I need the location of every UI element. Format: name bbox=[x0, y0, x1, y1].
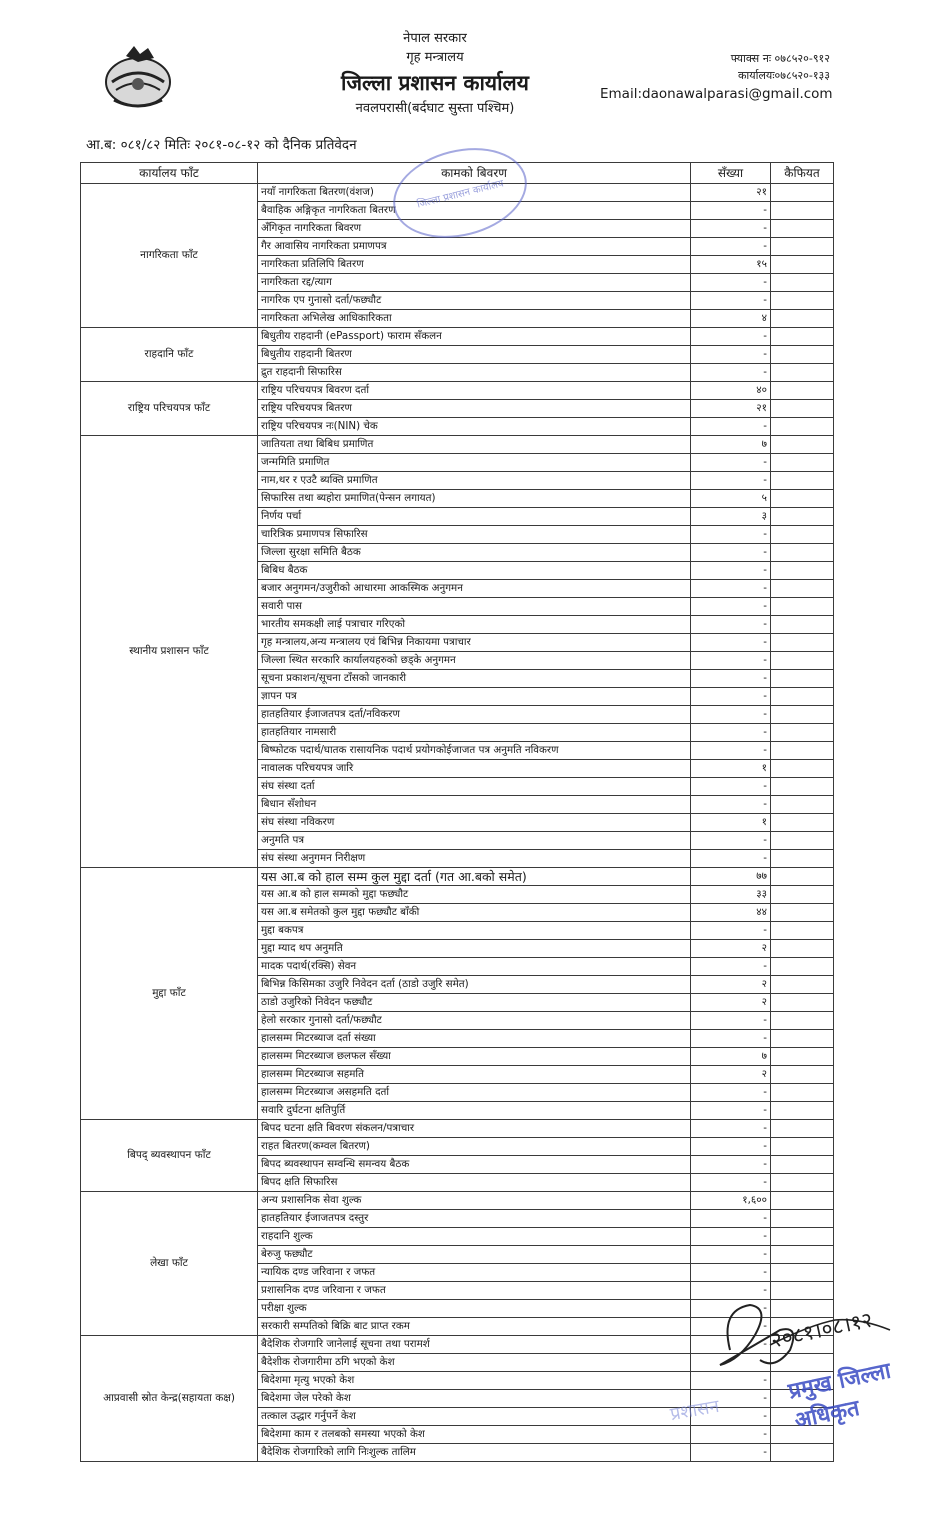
remarks-cell bbox=[771, 1156, 834, 1174]
remarks-cell bbox=[771, 976, 834, 994]
email-address: Email:daonawalparasi@gmail.com bbox=[600, 86, 833, 102]
work-count: - bbox=[691, 1372, 771, 1390]
work-count: - bbox=[691, 1012, 771, 1030]
work-count: - bbox=[691, 1102, 771, 1120]
work-count: - bbox=[691, 580, 771, 598]
work-count: - bbox=[691, 1084, 771, 1102]
remarks-cell bbox=[771, 220, 834, 238]
work-description: संघ संस्था नविकरण bbox=[258, 814, 691, 832]
work-description: नागरिक एप गुनासो दर्ता/फछ्यौट bbox=[258, 292, 691, 310]
table-row bbox=[81, 1120, 834, 1138]
work-count: १ bbox=[691, 760, 771, 778]
work-description: हालसम्म मिटरब्याज दर्ता संख्या bbox=[258, 1030, 691, 1048]
work-count: ३ bbox=[691, 508, 771, 526]
work-count: - bbox=[691, 1228, 771, 1246]
work-count: - bbox=[691, 796, 771, 814]
work-description: बिधुतीय राहदानी (ePassport) फाराम सँकलन bbox=[258, 328, 691, 346]
work-description: बिदेशमा मृत्यु भएको केश bbox=[258, 1372, 691, 1390]
work-description: मादक पदार्थ(रक्सि) सेवन bbox=[258, 958, 691, 976]
daily-report-table bbox=[80, 162, 834, 1462]
work-count: १,६०० bbox=[691, 1192, 771, 1210]
work-count: २१ bbox=[691, 400, 771, 418]
work-count: - bbox=[691, 220, 771, 238]
remarks-cell bbox=[771, 202, 834, 220]
work-count: - bbox=[691, 418, 771, 436]
work-description: बैवाहिक अङ्गिकृत नागरिकता बितरण bbox=[258, 202, 691, 220]
remarks-cell bbox=[771, 652, 834, 670]
work-count: - bbox=[691, 742, 771, 760]
work-description: जातियता तथा बिबिध प्रमाणित bbox=[258, 436, 691, 454]
work-count: - bbox=[691, 274, 771, 292]
work-count: - bbox=[691, 616, 771, 634]
work-description: ज्ञापन पत्र bbox=[258, 688, 691, 706]
work-description: बेरुजु फछ्यौट bbox=[258, 1246, 691, 1264]
table-row bbox=[81, 1192, 834, 1210]
work-description: बिभिन्न किसिमका उजुरि निवेदन दर्ता (ठाडो उजुरि समेत) bbox=[258, 976, 691, 994]
work-description: मुद्दा बकपत्र bbox=[258, 922, 691, 940]
remarks-cell bbox=[771, 940, 834, 958]
work-description: बिदेशमा जेल परेको केश bbox=[258, 1390, 691, 1408]
work-description: अनुमति पत्र bbox=[258, 832, 691, 850]
remarks-cell bbox=[771, 580, 834, 598]
work-description: नागरिकता अभिलेख आधिकारिकता bbox=[258, 310, 691, 328]
work-count: - bbox=[691, 1138, 771, 1156]
work-description: नावालक परिचयपत्र जारि bbox=[258, 760, 691, 778]
remarks-cell bbox=[771, 292, 834, 310]
section-name: राष्ट्रिय परिचयपत्र फाँट bbox=[81, 382, 258, 436]
work-description: सवारि दुर्घटना क्षतिपुर्ति bbox=[258, 1102, 691, 1120]
work-description: सरकारी सम्पतिको बिक्रि बाट प्राप्त रकम bbox=[258, 1318, 691, 1336]
remarks-cell bbox=[771, 850, 834, 868]
work-description: चारित्रिक प्रमाणपत्र सिफारिस bbox=[258, 526, 691, 544]
work-description: भारतीय समकक्षी लाई पत्राचार गरिएको bbox=[258, 616, 691, 634]
work-count: - bbox=[691, 1444, 771, 1462]
work-count: - bbox=[691, 346, 771, 364]
work-count: - bbox=[691, 1408, 771, 1426]
remarks-cell bbox=[771, 742, 834, 760]
remarks-cell bbox=[771, 706, 834, 724]
remarks-cell bbox=[771, 598, 834, 616]
work-description: हातहतियार ईजाजतपत्र दर्ता/नविकरण bbox=[258, 706, 691, 724]
work-description: यस आ.ब समेतको कुल मुद्दा फछ्यौट बाँकी bbox=[258, 904, 691, 922]
work-description: सिफारिस तथा ब्यहोरा प्रमाणित(पेन्सन लगायत) bbox=[258, 490, 691, 508]
work-count: - bbox=[691, 1426, 771, 1444]
remarks-cell bbox=[771, 400, 834, 418]
work-description: बिपद क्षति सिफारिस bbox=[258, 1174, 691, 1192]
work-count: - bbox=[691, 598, 771, 616]
work-count: - bbox=[691, 1210, 771, 1228]
work-count: - bbox=[691, 454, 771, 472]
remarks-cell bbox=[771, 760, 834, 778]
work-description: बैदेशिक रोजगारि जानेलाई सूचना तथा परामर्श bbox=[258, 1336, 691, 1354]
remarks-cell bbox=[771, 418, 834, 436]
section-name: स्थानीय प्रशासन फाँट bbox=[81, 436, 258, 868]
work-count: - bbox=[691, 1156, 771, 1174]
work-description: जन्ममिति प्रमाणित bbox=[258, 454, 691, 472]
ministry-name: गृह मन्त्रालय bbox=[406, 50, 464, 65]
remarks-cell bbox=[771, 1066, 834, 1084]
remarks-cell bbox=[771, 508, 834, 526]
work-description: बिदेशमा काम र तलबको समस्या भएको केश bbox=[258, 1426, 691, 1444]
remarks-cell bbox=[771, 1048, 834, 1066]
work-description: बिधुतीय राहदानी बितरण bbox=[258, 346, 691, 364]
work-description: अन्य प्रशासनिक सेवा शुल्क bbox=[258, 1192, 691, 1210]
column-header-remarks: कैफियत bbox=[771, 163, 834, 184]
office-phone: कार्यालयः०७८५२०-१३३ bbox=[737, 69, 830, 82]
work-description: प्रशासनिक दण्ड जरिवाना र जफत bbox=[258, 1282, 691, 1300]
work-count: - bbox=[691, 1174, 771, 1192]
work-count: २ bbox=[691, 1066, 771, 1084]
remarks-cell bbox=[771, 364, 834, 382]
remarks-cell bbox=[771, 1102, 834, 1120]
work-count: ४ bbox=[691, 310, 771, 328]
work-count: - bbox=[691, 202, 771, 220]
work-description: राष्ट्रिय परिचयपत्र बितरण bbox=[258, 400, 691, 418]
contact-info bbox=[600, 50, 833, 104]
remarks-cell bbox=[771, 346, 834, 364]
work-count: ३३ bbox=[691, 886, 771, 904]
remarks-cell bbox=[771, 634, 834, 652]
remarks-cell bbox=[771, 238, 834, 256]
work-count: - bbox=[691, 526, 771, 544]
remarks-cell bbox=[771, 958, 834, 976]
work-description: द्रुत राहदानी सिफारिस bbox=[258, 364, 691, 382]
remarks-cell bbox=[771, 922, 834, 940]
remarks-cell bbox=[771, 544, 834, 562]
work-description: बैदेशिक रोजगारिको लागि निःशुल्क तालिम bbox=[258, 1444, 691, 1462]
work-count: - bbox=[691, 1336, 771, 1354]
work-count: ४० bbox=[691, 382, 771, 400]
table-body bbox=[81, 184, 834, 1462]
work-description: सवारी पास bbox=[258, 598, 691, 616]
remarks-cell bbox=[771, 796, 834, 814]
remarks-cell bbox=[771, 994, 834, 1012]
work-count: - bbox=[691, 1246, 771, 1264]
work-count: २ bbox=[691, 976, 771, 994]
signatory-stamp-text: प्रशासन bbox=[668, 1395, 721, 1426]
remarks-cell bbox=[771, 886, 834, 904]
work-description: हातहतियार नामसारी bbox=[258, 724, 691, 742]
work-count: ५ bbox=[691, 490, 771, 508]
remarks-cell bbox=[771, 526, 834, 544]
remarks-cell bbox=[771, 310, 834, 328]
remarks-cell bbox=[771, 1138, 834, 1156]
work-count: २ bbox=[691, 940, 771, 958]
office-header bbox=[300, 30, 570, 120]
work-count: २ bbox=[691, 994, 771, 1012]
remarks-cell bbox=[771, 1264, 834, 1282]
table-row bbox=[81, 436, 834, 454]
work-description: जिल्ला स्थित सरकारि कार्यालयहरुको छड्के अनुगमन bbox=[258, 652, 691, 670]
remarks-cell bbox=[771, 274, 834, 292]
work-count: ४४ bbox=[691, 904, 771, 922]
work-description: बिबिध बैठक bbox=[258, 562, 691, 580]
work-count: ७७ bbox=[691, 868, 771, 886]
work-description: हातहतियार ईजाजतपत्र दस्तुर bbox=[258, 1210, 691, 1228]
work-count: २१ bbox=[691, 184, 771, 202]
work-count: - bbox=[691, 1282, 771, 1300]
work-description: राष्ट्रिय परिचयपत्र बिवरण दर्ता bbox=[258, 382, 691, 400]
work-count: ७ bbox=[691, 436, 771, 454]
remarks-cell bbox=[771, 1012, 834, 1030]
work-description: राहदानि शुल्क bbox=[258, 1228, 691, 1246]
work-count: - bbox=[691, 634, 771, 652]
remarks-cell bbox=[771, 616, 834, 634]
work-description: नाम,थर र एउटै ब्यक्ति प्रमाणित bbox=[258, 472, 691, 490]
remarks-cell bbox=[771, 1174, 834, 1192]
work-description: बिपद ब्यवस्थापन सम्वन्धि समन्वय बैठक bbox=[258, 1156, 691, 1174]
remarks-cell bbox=[771, 1084, 834, 1102]
work-count: - bbox=[691, 472, 771, 490]
work-description: राहत बितरण(कम्वल बितरण) bbox=[258, 1138, 691, 1156]
work-description: संघ संस्था अनुगमन निरीक्षण bbox=[258, 850, 691, 868]
remarks-cell bbox=[771, 1228, 834, 1246]
work-description: संघ संस्था दर्ता bbox=[258, 778, 691, 796]
remarks-cell bbox=[771, 472, 834, 490]
signatory-title: प्रमुख जिल्ला अधिकृत bbox=[786, 1358, 894, 1434]
work-description: यस आ.ब को हाल सम्म कुल मुद्दा दर्ता (गत आ.बको समेत) bbox=[258, 868, 691, 886]
work-description: गृह मन्त्रालय,अन्य मन्त्रालय एवं बिभिन्न निकायमा पत्राचार bbox=[258, 634, 691, 652]
section-name: राहदानि फाँट bbox=[81, 328, 258, 382]
table-row bbox=[81, 868, 834, 886]
work-description: यस आ.ब को हाल सम्मको मुद्दा फछ्यौट bbox=[258, 886, 691, 904]
remarks-cell bbox=[771, 868, 834, 886]
table-row bbox=[81, 382, 834, 400]
office-name: जिल्ला प्रशासन कार्यालय bbox=[341, 71, 529, 95]
work-description: सूचना प्रकाशन/सूचना टाँसको जानकारी bbox=[258, 670, 691, 688]
work-description: मुद्दा म्याद थप अनुमति bbox=[258, 940, 691, 958]
section-name: लेखा फाँट bbox=[81, 1192, 258, 1336]
work-description: बिष्फोटक पदार्थ/घातक रासायनिक पदार्थ प्रयोगकोईजाजत पत्र अनुमति नविकरण bbox=[258, 742, 691, 760]
remarks-cell bbox=[771, 670, 834, 688]
government-name: नेपाल सरकार bbox=[403, 31, 467, 46]
remarks-cell bbox=[771, 1030, 834, 1048]
remarks-cell bbox=[771, 724, 834, 742]
remarks-cell bbox=[771, 382, 834, 400]
work-description: जिल्ला सुरक्षा समिति बैठक bbox=[258, 544, 691, 562]
work-count: - bbox=[691, 1390, 771, 1408]
column-header-section: कार्यालय फाँट bbox=[81, 163, 258, 184]
work-count: - bbox=[691, 238, 771, 256]
work-count: - bbox=[691, 292, 771, 310]
work-count: - bbox=[691, 958, 771, 976]
work-description: गैर आवासिय नागरिकता प्रमाणपत्र bbox=[258, 238, 691, 256]
work-description: तत्काल उद्धार गर्नुपर्ने केश bbox=[258, 1408, 691, 1426]
section-name: नागरिकता फाँट bbox=[81, 184, 258, 328]
work-count: - bbox=[691, 724, 771, 742]
work-description: हालसम्म मिटरब्याज छलफल सँख्या bbox=[258, 1048, 691, 1066]
work-description: नागरिकता रद्द/त्याग bbox=[258, 274, 691, 292]
remarks-cell bbox=[771, 688, 834, 706]
remarks-cell bbox=[771, 1210, 834, 1228]
work-description: अँगिकृत नागरिकता बिवरण bbox=[258, 220, 691, 238]
work-count: - bbox=[691, 1318, 771, 1336]
report-title: आ.ब: ०८१/८२ मितिः २०८१-०८-१२ को दैनिक प्रतिवेदन bbox=[86, 137, 357, 153]
work-count: - bbox=[691, 328, 771, 346]
work-count: - bbox=[691, 364, 771, 382]
section-name: बिपद् ब्यवस्थापन फाँट bbox=[81, 1120, 258, 1192]
nepal-government-emblem bbox=[100, 42, 176, 110]
work-count: - bbox=[691, 850, 771, 868]
work-description: न्यायिक दण्ड जरिवाना र जफत bbox=[258, 1264, 691, 1282]
work-count: - bbox=[691, 706, 771, 724]
work-description: हालसम्म मिटरब्याज सहमति bbox=[258, 1066, 691, 1084]
remarks-cell bbox=[771, 904, 834, 922]
work-count: - bbox=[691, 1030, 771, 1048]
remarks-cell bbox=[771, 1120, 834, 1138]
work-count: १५ bbox=[691, 256, 771, 274]
work-count: - bbox=[691, 778, 771, 796]
signature-date: २०८१।०८।१२ bbox=[768, 1307, 875, 1353]
work-description: हालसम्म मिटरब्याज असहमति दर्ता bbox=[258, 1084, 691, 1102]
seal-text: जिल्ला प्रशासन कार्यालय bbox=[415, 178, 505, 211]
work-description: नयाँ नागरिकता बितरण(वंशज) bbox=[258, 184, 691, 202]
work-description: हेलो सरकार गुनासो दर्ता/फछ्यौट bbox=[258, 1012, 691, 1030]
work-description: बिपद घटना क्षति बिवरण संकलन/पत्राचार bbox=[258, 1120, 691, 1138]
work-count: - bbox=[691, 670, 771, 688]
work-description: नागरिकता प्रतिलिपि बितरण bbox=[258, 256, 691, 274]
work-count: - bbox=[691, 1264, 771, 1282]
column-header-description: कामको बिवरण bbox=[258, 163, 691, 184]
remarks-cell bbox=[771, 814, 834, 832]
work-count: - bbox=[691, 1354, 771, 1372]
section-name: मुद्दा फाँट bbox=[81, 868, 258, 1120]
remarks-cell bbox=[771, 562, 834, 580]
work-description: बजार अनुगमन/उजुरीको आधारमा आकस्मिक अनुगमन bbox=[258, 580, 691, 598]
remarks-cell bbox=[771, 1246, 834, 1264]
work-count: - bbox=[691, 1120, 771, 1138]
work-count: ७ bbox=[691, 1048, 771, 1066]
fax-number: फ्याक्स नः ०७८५२०-९१२ bbox=[730, 52, 830, 65]
office-location: नवलपरासी(बर्दघाट सुस्ता पश्चिम) bbox=[355, 101, 515, 116]
remarks-cell bbox=[771, 1192, 834, 1210]
work-description: परीक्षा शुल्क bbox=[258, 1300, 691, 1318]
work-description: निर्णय पर्चा bbox=[258, 508, 691, 526]
work-count: १ bbox=[691, 814, 771, 832]
work-description: बैदेशीक रोजगारीमा ठगि भएको केश bbox=[258, 1354, 691, 1372]
work-description: ठाडो उजुरिको निवेदन फछ्यौट bbox=[258, 994, 691, 1012]
remarks-cell bbox=[771, 1444, 834, 1462]
remarks-cell bbox=[771, 328, 834, 346]
work-count: - bbox=[691, 562, 771, 580]
remarks-cell bbox=[771, 436, 834, 454]
remarks-cell bbox=[771, 184, 834, 202]
work-description: राष्ट्रिय परिचयपत्र नः(NIN) चेक bbox=[258, 418, 691, 436]
remarks-cell bbox=[771, 256, 834, 274]
work-count: - bbox=[691, 544, 771, 562]
column-header-count: सँख्या bbox=[691, 163, 771, 184]
section-name: आप्रवासी स्रोत केन्द्र(सहायता कक्ष) bbox=[81, 1336, 258, 1462]
work-description: बिधान सँशोधन bbox=[258, 796, 691, 814]
work-count: - bbox=[691, 688, 771, 706]
remarks-cell bbox=[771, 490, 834, 508]
remarks-cell bbox=[771, 778, 834, 796]
work-count: - bbox=[691, 652, 771, 670]
remarks-cell bbox=[771, 454, 834, 472]
work-count: - bbox=[691, 1300, 771, 1318]
remarks-cell bbox=[771, 832, 834, 850]
work-count: - bbox=[691, 832, 771, 850]
table-row bbox=[81, 328, 834, 346]
work-count: - bbox=[691, 922, 771, 940]
